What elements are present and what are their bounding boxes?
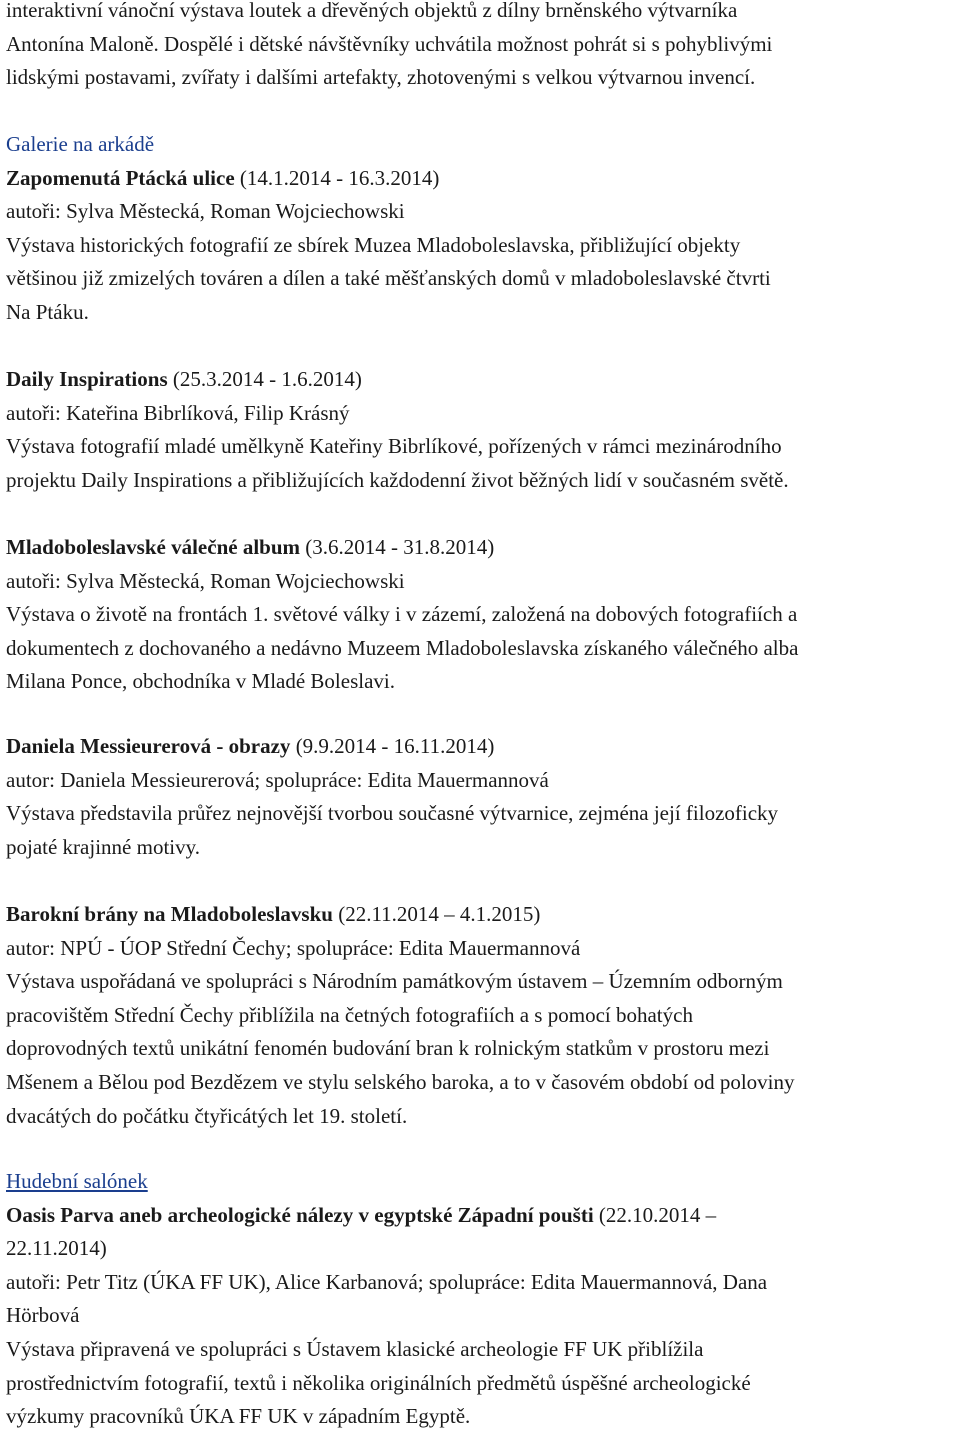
exhibition-desc-line: Milana Ponce, obchodníka v Mladé Boleslavi.	[6, 669, 396, 694]
exhibition-desc-line: Mšenem a Bělou pod Bezdězem ve stylu selského baroka, a to v časovém období od poloviny	[6, 1069, 795, 1094]
exhibition-desc-line: Výstava fotografií mladé umělkyně Kateřiny Bibrlíkové, pořízených v rámci mezinárodního	[6, 434, 782, 459]
exhibition-desc-line: Na Ptáku.	[6, 299, 89, 324]
exhibition-desc-line: prostřednictvím fotografií, textů i několika originálních předmětů úspěšné archeologické	[6, 1370, 751, 1395]
exhibition-title	[6, 531, 956, 565]
exhibition-dates: (14.1.2014 - 16.3.2014)	[234, 165, 440, 190]
exhibition-name: Oasis Parva aneb archeologické nálezy v egyptské Západní poušti	[6, 1202, 594, 1227]
exhibition-authors: autoři: Sylva Městecká, Roman Wojciechowski	[6, 199, 405, 224]
exhibition-dates-cont: 22.11.2014)	[6, 1236, 107, 1261]
exhibition-title	[6, 1199, 956, 1233]
exhibition-dates: (3.6.2014 - 31.8.2014)	[300, 535, 495, 559]
exhibition-desc-line: výzkumy pracovníků ÚKA FF UK v západním Egyptě.	[6, 1404, 471, 1429]
exhibition-title	[6, 363, 956, 397]
exhibition-desc-line: pojaté krajinné motivy.	[6, 834, 201, 859]
exhibition-desc-line: dokumentech z dochovaného a nedávno Muzeem Mladoboleslavska získaného válečného alba	[6, 635, 799, 660]
exhibition-name: Mladoboleslavské válečné album	[6, 535, 301, 559]
exhibition-dates: (22.11.2014 – 4.1.2015)	[332, 902, 541, 926]
exhibition-desc-line: Výstava uspořádaná ve spolupráci s Národním památkovým ústavem – Územním odborným	[6, 969, 783, 994]
exhibition-desc-line: Výstava představila průřez nejnovější tvorbou současné výtvarnice, zejména její filozoficky	[6, 801, 779, 826]
exhibition-authors: autoři: Petr Titz (ÚKA FF UK), Alice Karbanová; spolupráce: Edita Mauermannová, Dana	[6, 1269, 768, 1294]
intro-line: lidskými postavami, zvířaty i dalšími artefakty, zhotovenými s velkou výtvarnou invencí.	[6, 65, 756, 90]
exhibition-authors: autoři: Sylva Městecká, Roman Wojciechowski	[6, 568, 405, 593]
exhibition-name: Daniela Messieurerová - obrazy	[6, 734, 291, 758]
section-album	[6, 531, 956, 699]
exhibition-name: Barokní brány na Mladoboleslavsku	[6, 902, 333, 926]
salonek-heading: Hudební salónek	[6, 1169, 148, 1193]
section-salonek	[6, 1165, 956, 1434]
exhibition-dates: (9.9.2014 - 16.11.2014)	[290, 734, 495, 758]
section-daily	[6, 363, 956, 497]
exhibition-desc-line: většinou již zmizelých továren a dílen a také měšťanských domů v mladoboleslavské čtvrti	[6, 266, 771, 291]
intro-line: interaktivní vánoční výstava loutek a dřevěných objektů z dílny brněnského výtvarníka	[6, 0, 738, 22]
section-brany	[6, 898, 956, 1133]
galerie-heading: Galerie na arkádě	[6, 132, 155, 156]
exhibition-name: Zapomenutá Ptácká ulice	[6, 165, 235, 190]
exhibition-dates: (22.10.2014 –	[593, 1202, 717, 1227]
intro-line: Antonína Maloně. Dospělé i dětské návštěvníky uchvátila možnost pohrát si s pohyblivými	[6, 31, 773, 56]
exhibition-desc-line: Výstava o životě na frontách 1. světové války i v zázemí, založená na dobových fotografiích a	[6, 602, 798, 627]
exhibition-title	[6, 162, 956, 196]
exhibition-authors: autor: Daniela Messieurerová; spolupráce: Edita Mauermannová	[6, 767, 549, 792]
exhibition-desc-line: doprovodných textů unikátní fenomén budování bran k rolnickým statkům v prostoru mezi	[6, 1036, 770, 1061]
exhibition-authors: autoři: Kateřina Bibrlíková, Filip Krásný	[6, 400, 350, 425]
exhibition-dates: (25.3.2014 - 1.6.2014)	[167, 367, 362, 391]
exhibition-desc-line: pracovištěm Střední Čechy přiblížila na četných fotografiích a s pomocí bohatých	[6, 1002, 693, 1027]
exhibition-desc-line: projektu Daily Inspirations a přibližujících každodenní život běžných lidí v současném světě.	[6, 467, 789, 492]
exhibition-authors: Hörbová	[6, 1303, 80, 1328]
exhibition-title	[6, 730, 956, 764]
exhibition-name: Daily Inspirations	[6, 367, 168, 391]
exhibition-authors: autor: NPÚ - ÚOP Střední Čechy; spolupráce: Edita Mauermannová	[6, 935, 581, 960]
exhibition-title	[6, 898, 956, 932]
section-obrazy	[6, 730, 956, 864]
section-galerie	[6, 128, 956, 330]
intro-paragraph	[6, 0, 956, 95]
exhibition-desc-line: Výstava historických fotografií ze sbírek Muzea Mladoboleslavska, přibližující objekty	[6, 232, 741, 257]
exhibition-desc-line: dvacátých do počátku čtyřicátých let 19. století.	[6, 1103, 408, 1128]
exhibition-desc-line: Výstava připravená ve spolupráci s Ústavem klasické archeologie FF UK přiblížila	[6, 1336, 704, 1361]
